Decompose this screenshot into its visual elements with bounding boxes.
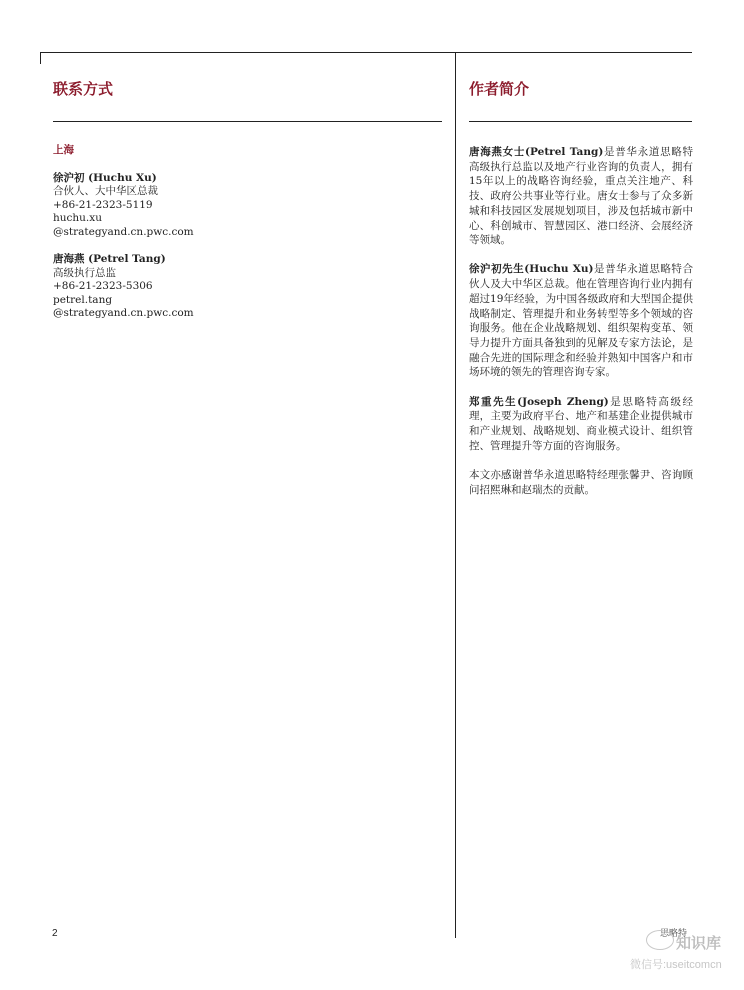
contact-title: 合伙人、大中华区总裁 [53, 185, 158, 197]
contact-card [53, 253, 433, 321]
contact-email-user[interactable]: petrel.tang [53, 293, 113, 306]
contact-card [53, 172, 433, 240]
top-rule [40, 52, 692, 53]
author-bio-text: 是思略特高级经理，主要为政府平台、地产和基建企业提供城市和产业规划、战略规划、商业模式设计、组织管控、管理提升等方面的咨询服务。 [469, 395, 694, 452]
contact-name: 唐海燕 (Petrel Tang) [53, 253, 166, 265]
author-bio-text: 是普华永道思略特合伙人及大中华区总裁。他在管理咨询行业内拥有超过19年经验，为中国各级政府和大型国企提供战略制定、管理提升和业务转型等多个领域的咨询服务。他在企业战略规划、组织架构变革、领导力提升方面具备独到的见解及专家方法论，是融合先进的国际理念和经验并熟知中国客户和市场环境的领先的管理咨询专家。 [469, 263, 693, 379]
top-left-tick [40, 52, 41, 64]
contact-phone: +86-21-2323-5119 [53, 198, 153, 211]
author-bio [469, 145, 693, 248]
contact-heading: 联系方式 [53, 80, 114, 98]
acknowledgement: 本文亦感谢普华永道思略特经理张馨尹、咨询顾问招熙琳和赵瑞杰的贡献。 [469, 468, 693, 496]
contact-phone: +86-21-2323-5306 [53, 280, 153, 292]
watermark-subtitle: 微信号:useitcomcn [630, 959, 722, 971]
contact-name: 徐沪初 (Huchu Xu) [53, 171, 157, 184]
author-name: 郑重先生(Joseph Zheng) [469, 395, 609, 408]
contact-title: 高级执行总监 [53, 266, 116, 279]
watermark-title: 知识库 [676, 935, 722, 952]
authors-heading-rule [469, 121, 692, 122]
brand-label: 思略特 [660, 928, 688, 938]
contact-email-domain[interactable]: @strategyand.cn.pwc.com [53, 225, 194, 238]
wechat-icon [646, 930, 674, 950]
contact-email-domain[interactable]: @strategyand.cn.pwc.com [53, 307, 194, 319]
author-bio [469, 262, 693, 380]
column-divider [455, 52, 456, 938]
contact-email-user[interactable]: huchu.xu [53, 212, 102, 224]
author-name: 徐沪初先生(Huchu Xu) [469, 263, 594, 276]
authors-heading: 作者简介 [469, 80, 530, 98]
author-bio-text: 是普华永道思略特高级执行总监以及地产行业咨询的负责人，拥有15年以上的战略咨询经验，重点关注地产、科技、政府公共事业等行业。唐女士参与了众多新城和科技园区发展规划项目，涉及包括城市新中心、科创城市、智慧园区、港口经济、会展经济等领域。 [469, 146, 693, 247]
city-label: 上海 [53, 144, 74, 156]
authors-column [469, 145, 693, 512]
author-name: 唐海燕女士(Petrel Tang) [469, 146, 604, 158]
contact-column [53, 144, 433, 335]
page-number: 2 [52, 928, 58, 939]
contact-heading-rule [53, 121, 442, 122]
author-bio [469, 395, 693, 454]
